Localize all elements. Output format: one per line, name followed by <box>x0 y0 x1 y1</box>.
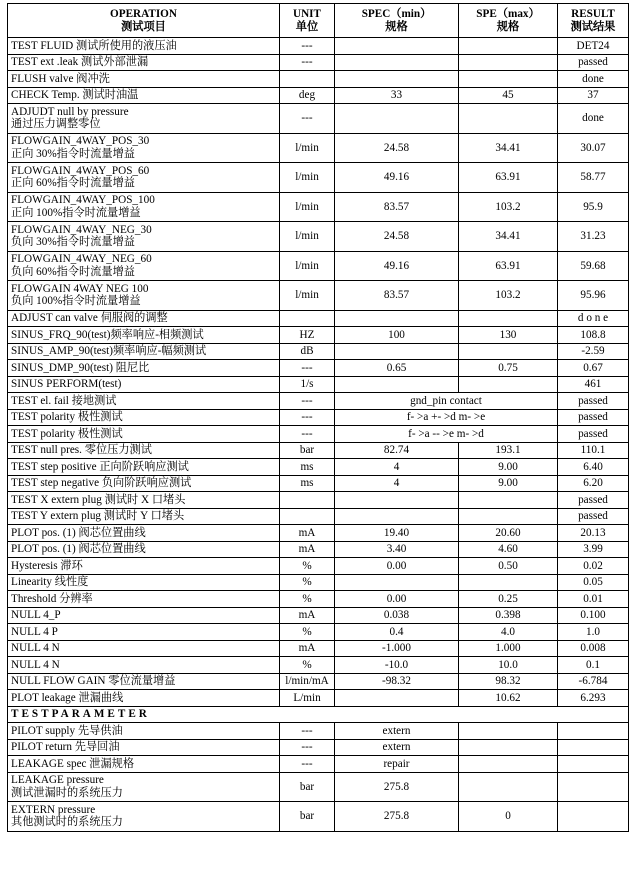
table-row <box>8 163 629 193</box>
spec-min-cell: 275.8 <box>335 772 459 802</box>
unit-cell <box>280 508 335 525</box>
operation-cell <box>8 802 280 832</box>
spec-min-cell: -10.0 <box>335 657 459 674</box>
operation-cell <box>8 393 280 410</box>
unit-cell: % <box>280 657 335 674</box>
section-title: TESTPARAMETER <box>8 706 629 723</box>
table-row <box>8 558 629 575</box>
operation-cell <box>8 343 280 360</box>
spec-min-cell: 0.4 <box>335 624 459 641</box>
operation-cell <box>8 459 280 476</box>
operation-text: TEST step positive 正向阶跃响应测试 <box>11 460 189 473</box>
result-cell: -6.784 <box>558 673 629 690</box>
result-cell: passed <box>558 508 629 525</box>
spec-max-cell: 45 <box>459 87 558 104</box>
table-row <box>8 723 629 740</box>
spec-min-cell: extern <box>335 739 459 756</box>
spec-min-cell: -98.32 <box>335 673 459 690</box>
result-cell: passed <box>558 426 629 443</box>
result-cell: d o n e <box>558 310 629 327</box>
spec-max-cell: 9.00 <box>459 475 558 492</box>
spec-max-cell: 0.25 <box>459 591 558 608</box>
operation-text: TEST polarity 极性测试 <box>11 411 123 423</box>
spec-cell: gnd_pin contact <box>335 393 558 410</box>
operation-text: CHECK Temp. 测试时油温 <box>11 89 139 101</box>
spec-max-cell: 4.0 <box>459 624 558 641</box>
result-cell: 20.13 <box>558 525 629 542</box>
operation-cell <box>8 87 280 104</box>
header-result: RESULT 测试结果 <box>558 4 629 38</box>
operation-cell <box>8 607 280 624</box>
unit-cell: bar <box>280 772 335 802</box>
result-cell: DET24 <box>558 38 629 55</box>
operation-cell <box>8 574 280 591</box>
result-cell: 0.67 <box>558 360 629 377</box>
table-row <box>8 607 629 624</box>
result-cell: 108.8 <box>558 327 629 344</box>
spec-min-cell: 24.58 <box>335 222 459 252</box>
operation-text: Hysteresis 滞环 <box>11 559 83 572</box>
spec-max-cell <box>459 343 558 360</box>
operation-text: ADJUDT null by pressure <box>11 105 129 118</box>
spec-min-cell <box>335 574 459 591</box>
table-row <box>8 87 629 104</box>
operation-text: FLOWGAIN_4WAY_POS_30 <box>11 135 150 148</box>
result-cell: 95.96 <box>558 281 629 311</box>
table-row <box>8 310 629 327</box>
operation-cell <box>8 360 280 377</box>
spec-max-cell <box>459 574 558 591</box>
spec-cell: f- >a -- >e m- >d <box>335 426 558 443</box>
result-cell: 58.77 <box>558 163 629 193</box>
table-row <box>8 673 629 690</box>
operation-text: Linearity 线性度 <box>11 576 89 588</box>
section-row <box>8 706 629 723</box>
spec-max-cell <box>459 376 558 393</box>
operation-text: TEST X extern plug 测试时 X 口堵头 <box>11 493 186 506</box>
result-cell: 37 <box>558 87 629 104</box>
table-row <box>8 327 629 344</box>
table-row <box>8 525 629 542</box>
operation-cell <box>8 409 280 426</box>
operation-text: PLOT pos. (1) 阀芯位置曲线 <box>11 526 146 539</box>
operation-text: PILOT supply 先导供油 <box>11 724 123 737</box>
spec-min-cell: 24.58 <box>335 133 459 163</box>
spec-max-cell: 193.1 <box>459 442 558 459</box>
result-cell: passed <box>558 409 629 426</box>
operation-cell <box>8 492 280 509</box>
spec-max-cell: 10.0 <box>459 657 558 674</box>
operation-cell <box>8 251 280 281</box>
table-row <box>8 54 629 71</box>
operation-text: SINUS_DMP_90(test) 阻尼比 <box>11 361 150 374</box>
result-cell: 110.1 <box>558 442 629 459</box>
spec-max-cell: 34.41 <box>459 133 558 163</box>
operation-text: NULL FLOW GAIN 零位流量增益 <box>11 675 176 687</box>
result-cell: passed <box>558 54 629 71</box>
operation-text: 通过压力调整零位 <box>11 118 101 131</box>
operation-cell <box>8 442 280 459</box>
unit-cell: l/min <box>280 251 335 281</box>
result-cell: passed <box>558 393 629 410</box>
operation-text: EXTERN pressure <box>11 803 96 816</box>
table-row <box>8 281 629 311</box>
result-cell: 0.01 <box>558 591 629 608</box>
operation-cell <box>8 756 280 773</box>
operation-text: FLOWGAIN_4WAY_POS_60 <box>11 164 150 177</box>
operation-cell <box>8 541 280 558</box>
operation-text: Threshold 分辨率 <box>11 592 93 605</box>
unit-cell: % <box>280 574 335 591</box>
result-cell: 0.05 <box>558 574 629 591</box>
spec-min-cell <box>335 690 459 707</box>
unit-cell: bar <box>280 442 335 459</box>
spec-min-cell: 33 <box>335 87 459 104</box>
operation-text: TEST ext .leak 测试外部泄漏 <box>11 56 149 68</box>
unit-cell: l/min <box>280 222 335 252</box>
operation-text: PLOT pos. (1) 阀芯位置曲线 <box>11 543 146 555</box>
spec-max-cell <box>459 772 558 802</box>
table-row <box>8 574 629 591</box>
table-row <box>8 739 629 756</box>
unit-cell: ms <box>280 475 335 492</box>
spec-min-cell <box>335 343 459 360</box>
operation-cell <box>8 657 280 674</box>
spec-max-cell: 0.398 <box>459 607 558 624</box>
spec-max-cell: 103.2 <box>459 192 558 222</box>
unit-cell <box>280 492 335 509</box>
spec-max-cell: 63.91 <box>459 163 558 193</box>
spec-max-cell: 0 <box>459 802 558 832</box>
operation-text: 负向 30%指令时流量增益 <box>11 236 135 249</box>
operation-text: 正向 100%指令时流量增益 <box>11 206 141 219</box>
spec-min-cell: 19.40 <box>335 525 459 542</box>
operation-text: TEST FLUID 测试所使用的液压油 <box>11 39 177 52</box>
operation-text: NULL 4 N <box>11 642 60 654</box>
unit-cell: l/min <box>280 281 335 311</box>
header-spec-min: SPEC（min） 规格 <box>335 4 459 38</box>
spec-max-cell <box>459 54 558 71</box>
spec-max-cell: 9.00 <box>459 459 558 476</box>
table-row <box>8 459 629 476</box>
unit-cell: --- <box>280 426 335 443</box>
operation-text: NULL 4_P <box>11 609 61 621</box>
operation-text: TEST step negative 负向阶跃响应测试 <box>11 477 192 489</box>
unit-cell: % <box>280 591 335 608</box>
table-row <box>8 591 629 608</box>
operation-cell <box>8 690 280 707</box>
result-cell <box>558 756 629 773</box>
unit-cell: l/min <box>280 163 335 193</box>
result-cell: 0.100 <box>558 607 629 624</box>
operation-cell <box>8 739 280 756</box>
operation-text: 负向 60%指令时流量增益 <box>11 265 135 278</box>
header-spec-max: SPE（max） 规格 <box>459 4 558 38</box>
table-row <box>8 772 629 802</box>
spec-min-cell: -1.000 <box>335 640 459 657</box>
spec-min-cell: 4 <box>335 475 459 492</box>
spec-max-cell: 1.000 <box>459 640 558 657</box>
operation-cell <box>8 133 280 163</box>
operation-text: PILOT return 先导回油 <box>11 741 120 753</box>
operation-text: 负向 100%指令时流量增益 <box>11 295 141 308</box>
result-cell <box>558 723 629 740</box>
spec-min-cell: 0.00 <box>335 558 459 575</box>
unit-cell: 1/s <box>280 376 335 393</box>
operation-text: 正向 30%指令时流量增益 <box>11 147 135 160</box>
operation-cell <box>8 591 280 608</box>
unit-cell: bar <box>280 802 335 832</box>
unit-cell <box>280 71 335 88</box>
unit-cell: l/min <box>280 192 335 222</box>
result-cell: 6.293 <box>558 690 629 707</box>
unit-cell: --- <box>280 756 335 773</box>
result-cell: 0.02 <box>558 558 629 575</box>
table-row <box>8 133 629 163</box>
table-row <box>8 192 629 222</box>
operation-cell <box>8 192 280 222</box>
spec-min-cell <box>335 310 459 327</box>
spec-min-cell <box>335 38 459 55</box>
operation-text: LEAKAGE spec 泄漏规格 <box>11 757 135 770</box>
unit-cell: --- <box>280 393 335 410</box>
operation-cell <box>8 310 280 327</box>
result-cell: -2.59 <box>558 343 629 360</box>
spec-min-cell <box>335 71 459 88</box>
operation-cell <box>8 222 280 252</box>
table-row <box>8 657 629 674</box>
operation-text: SINUS PERFORM(test) <box>11 378 122 390</box>
table-row <box>8 541 629 558</box>
table-row <box>8 104 629 134</box>
operation-text: PLOT leakage 泄漏曲线 <box>11 691 124 704</box>
result-cell: 461 <box>558 376 629 393</box>
unit-cell: --- <box>280 54 335 71</box>
operation-text: NULL 4 P <box>11 625 58 638</box>
spec-max-cell: 10.62 <box>459 690 558 707</box>
spec-max-cell <box>459 492 558 509</box>
spec-min-cell: 83.57 <box>335 281 459 311</box>
spec-min-cell: 0.038 <box>335 607 459 624</box>
operation-text: ADJUST can valve 伺服阀的调整 <box>11 312 168 324</box>
result-cell: 95.9 <box>558 192 629 222</box>
operation-text: LEAKAGE pressure <box>11 774 104 787</box>
spec-max-cell <box>459 38 558 55</box>
operation-text: 测试泄漏时的系统压力 <box>11 786 123 799</box>
table-row <box>8 690 629 707</box>
unit-cell: --- <box>280 723 335 740</box>
result-cell: 3.99 <box>558 541 629 558</box>
spec-max-cell <box>459 310 558 327</box>
spec-max-cell: 34.41 <box>459 222 558 252</box>
spec-max-cell: 20.60 <box>459 525 558 542</box>
result-cell: 30.07 <box>558 133 629 163</box>
result-cell: 59.68 <box>558 251 629 281</box>
spec-max-cell: 98.32 <box>459 673 558 690</box>
operation-cell <box>8 38 280 55</box>
unit-cell: mA <box>280 525 335 542</box>
spec-min-cell: 82.74 <box>335 442 459 459</box>
spec-min-cell <box>335 508 459 525</box>
result-cell: 31.23 <box>558 222 629 252</box>
unit-cell: % <box>280 558 335 575</box>
operation-cell <box>8 723 280 740</box>
result-cell: 1.0 <box>558 624 629 641</box>
spec-min-cell: 100 <box>335 327 459 344</box>
operation-text: TEST null pres. 零位压力测试 <box>11 444 152 456</box>
spec-min-cell: 275.8 <box>335 802 459 832</box>
test-report-table <box>7 3 629 832</box>
table-row <box>8 343 629 360</box>
operation-text: FLOWGAIN_4WAY_POS_100 <box>11 194 155 207</box>
table-row <box>8 475 629 492</box>
operation-text: 正向 60%指令时流量增益 <box>11 177 135 190</box>
spec-min-cell: 83.57 <box>335 192 459 222</box>
operation-cell <box>8 558 280 575</box>
operation-text: NULL 4 N <box>11 658 60 671</box>
spec-cell: f- >a +- >d m- >e <box>335 409 558 426</box>
table-row <box>8 492 629 509</box>
unit-cell: --- <box>280 104 335 134</box>
spec-max-cell <box>459 508 558 525</box>
operation-text: 其他测试时的系统压力 <box>11 816 123 829</box>
result-cell: done <box>558 104 629 134</box>
operation-cell <box>8 104 280 134</box>
header-row <box>8 4 629 38</box>
header-operation: OPERATION 测试项目 <box>8 4 280 38</box>
operation-cell <box>8 376 280 393</box>
unit-cell: L/min <box>280 690 335 707</box>
unit-cell: l/min/mA <box>280 673 335 690</box>
header-unit: UNIT 单位 <box>280 4 335 38</box>
operation-cell <box>8 71 280 88</box>
result-cell: 6.20 <box>558 475 629 492</box>
operation-text: TEST Y extern plug 测试时 Y 口堵头 <box>11 510 185 522</box>
table-row <box>8 624 629 641</box>
spec-max-cell <box>459 104 558 134</box>
unit-cell: deg <box>280 87 335 104</box>
spec-max-cell: 4.60 <box>459 541 558 558</box>
unit-cell: --- <box>280 739 335 756</box>
result-cell: 0.1 <box>558 657 629 674</box>
table-row <box>8 409 629 426</box>
result-cell <box>558 772 629 802</box>
operation-text: SINUS_FRQ_90(test)频率响应-相频测试 <box>11 328 204 341</box>
table-row <box>8 756 629 773</box>
table-row <box>8 393 629 410</box>
spec-min-cell: 3.40 <box>335 541 459 558</box>
operation-cell <box>8 525 280 542</box>
spec-min-cell: 49.16 <box>335 163 459 193</box>
table-row <box>8 442 629 459</box>
unit-cell: HZ <box>280 327 335 344</box>
table-row <box>8 71 629 88</box>
table-row <box>8 640 629 657</box>
operation-cell <box>8 673 280 690</box>
result-cell: 6.40 <box>558 459 629 476</box>
spec-min-cell <box>335 54 459 71</box>
table-row <box>8 360 629 377</box>
table-row <box>8 222 629 252</box>
unit-cell: dB <box>280 343 335 360</box>
spec-min-cell: 49.16 <box>335 251 459 281</box>
spec-min-cell: extern <box>335 723 459 740</box>
result-cell: 0.008 <box>558 640 629 657</box>
operation-cell <box>8 281 280 311</box>
operation-cell <box>8 508 280 525</box>
operation-text: SINUS_AMP_90(test)频率响应-幅频测试 <box>11 345 207 357</box>
operation-cell <box>8 475 280 492</box>
table-row <box>8 426 629 443</box>
spec-max-cell: 103.2 <box>459 281 558 311</box>
operation-cell <box>8 426 280 443</box>
spec-max-cell <box>459 756 558 773</box>
operation-text: TEST polarity 极性测试 <box>11 427 123 440</box>
unit-cell: mA <box>280 640 335 657</box>
spec-max-cell: 63.91 <box>459 251 558 281</box>
spec-max-cell <box>459 71 558 88</box>
spec-min-cell: 0.65 <box>335 360 459 377</box>
operation-cell <box>8 54 280 71</box>
spec-min-cell: 0.00 <box>335 591 459 608</box>
operation-text: FLOWGAIN_4WAY_NEG_30 <box>11 223 152 236</box>
table-row <box>8 508 629 525</box>
operation-text: FLOWGAIN 4WAY NEG 100 <box>11 282 149 295</box>
operation-cell <box>8 772 280 802</box>
unit-cell: --- <box>280 360 335 377</box>
table-row <box>8 802 629 832</box>
unit-cell <box>280 310 335 327</box>
unit-cell: --- <box>280 38 335 55</box>
table-row <box>8 251 629 281</box>
spec-max-cell <box>459 723 558 740</box>
operation-cell <box>8 624 280 641</box>
operation-text: FLUSH valve 阀冲洗 <box>11 72 110 85</box>
unit-cell: mA <box>280 541 335 558</box>
unit-cell: % <box>280 624 335 641</box>
operation-text: TEST el. fail 接地测试 <box>11 394 117 407</box>
unit-cell: ms <box>280 459 335 476</box>
spec-max-cell <box>459 739 558 756</box>
table-row <box>8 38 629 55</box>
operation-cell <box>8 163 280 193</box>
unit-cell: --- <box>280 409 335 426</box>
spec-max-cell: 0.75 <box>459 360 558 377</box>
operation-text: FLOWGAIN_4WAY_NEG_60 <box>11 253 152 266</box>
spec-max-cell: 0.50 <box>459 558 558 575</box>
unit-cell: mA <box>280 607 335 624</box>
spec-min-cell <box>335 104 459 134</box>
spec-min-cell: 4 <box>335 459 459 476</box>
result-cell <box>558 739 629 756</box>
result-cell: done <box>558 71 629 88</box>
operation-cell <box>8 640 280 657</box>
unit-cell: l/min <box>280 133 335 163</box>
spec-max-cell: 130 <box>459 327 558 344</box>
spec-min-cell: repair <box>335 756 459 773</box>
table-row <box>8 376 629 393</box>
spec-min-cell <box>335 376 459 393</box>
spec-min-cell <box>335 492 459 509</box>
operation-cell <box>8 327 280 344</box>
result-cell <box>558 802 629 832</box>
result-cell: passed <box>558 492 629 509</box>
